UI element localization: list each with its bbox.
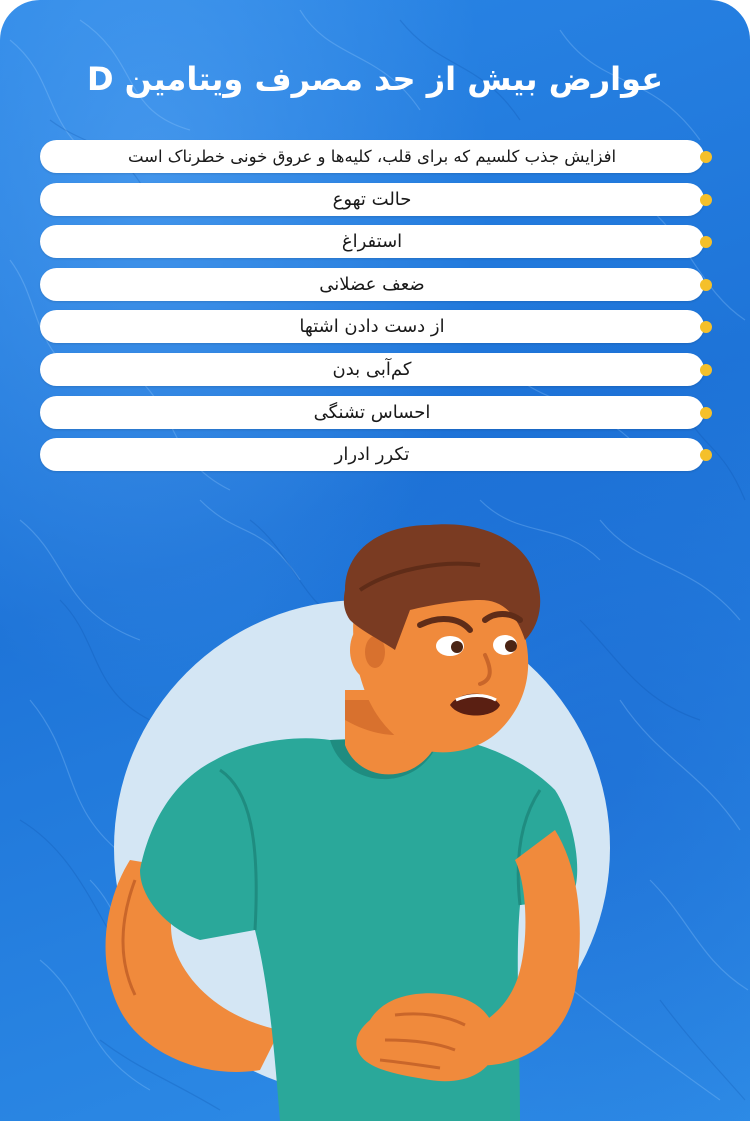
- list-item-label: احساس تشنگی: [40, 396, 704, 429]
- list-item-label: حالت تهوع: [40, 183, 704, 216]
- list-item-label: استفراغ: [40, 225, 704, 258]
- list-item-label: کم‌آبی بدن: [40, 353, 704, 386]
- list-item-label: تکرر ادرار: [40, 438, 704, 471]
- page-title: عوارض بیش از حد مصرف ویتامین D: [86, 60, 664, 98]
- list-item-label: از دست دادن اشتها: [40, 310, 704, 343]
- list-item-label: ضعف عضلانی: [40, 268, 704, 301]
- list-item-label: افزایش جذب کلسیم که برای قلب، کلیه‌ها و عروق خونی خطرناک است: [40, 140, 704, 173]
